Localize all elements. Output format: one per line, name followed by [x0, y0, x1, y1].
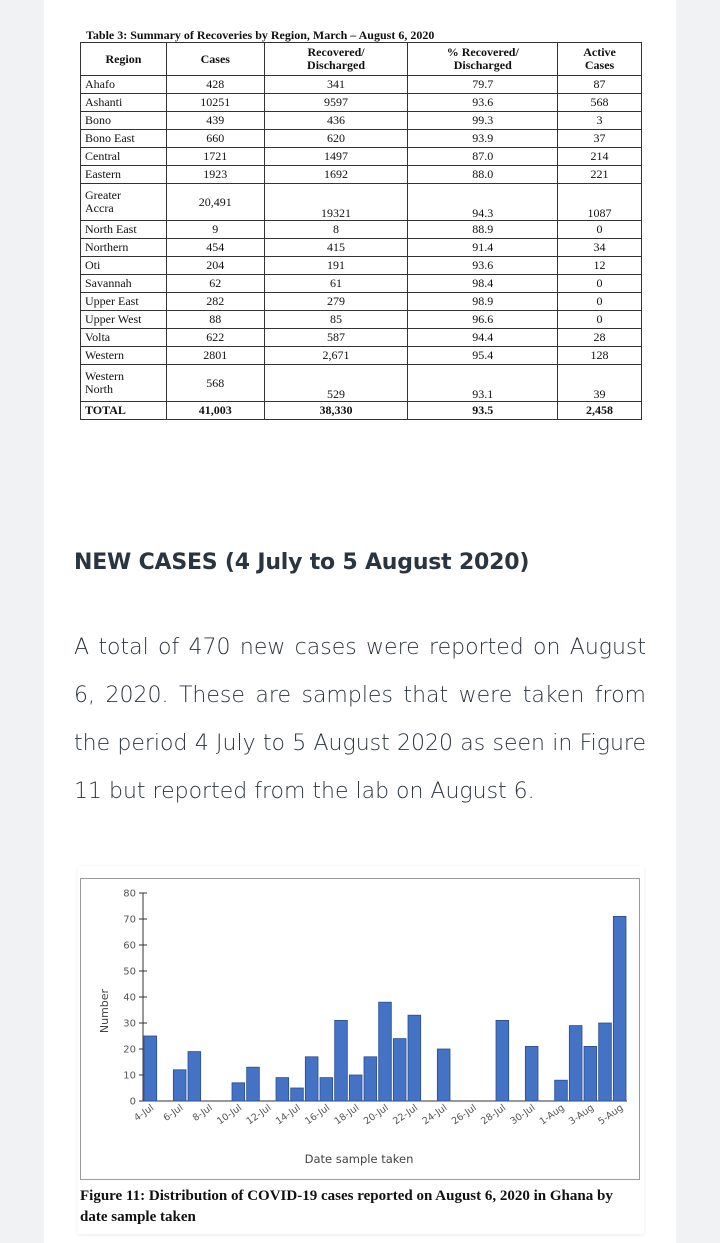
x-tick-label: 10-Jul	[215, 1102, 245, 1128]
cell-recovered: 415	[264, 239, 408, 257]
cell-region: Savannah	[81, 275, 167, 293]
table-row	[81, 148, 642, 166]
bar-28-Jul	[496, 1020, 509, 1101]
cell-region: Western North	[81, 365, 167, 402]
cell-recovered: 1692	[264, 166, 408, 184]
article-paragraph: A total of 470 new cases were reported on August 6, 2020. These are samples that were taken from the period 4 July to 5 August 2020 as seen in Figure 11 but reported from the lab on August 6.	[74, 635, 646, 804]
bar-10-Jul	[232, 1083, 245, 1101]
cell-active: 128	[558, 347, 642, 365]
cell-cases: 204	[166, 257, 264, 275]
table-row	[81, 94, 642, 112]
x-tick-label: 16-Jul	[303, 1102, 333, 1128]
cell-cases: 660	[166, 130, 264, 148]
bar-24-Jul	[437, 1049, 450, 1101]
cell-region: TOTAL	[81, 402, 167, 420]
cell-region: Oti	[81, 257, 167, 275]
cell-active: 3	[558, 112, 642, 130]
cell-active: 568	[558, 94, 642, 112]
cell-cases: 439	[166, 112, 264, 130]
cell-recovered: 61	[264, 275, 408, 293]
table-row	[81, 311, 642, 329]
y-tick-label: 10	[123, 1070, 136, 1082]
cell-region: Ahafo	[81, 76, 167, 94]
table-row	[81, 329, 642, 347]
bar-chart	[81, 879, 639, 1179]
bar-1-Aug	[555, 1080, 568, 1101]
table-title: Table 3: Summary of Recoveries by Region, March – August 6, 2020	[86, 28, 435, 42]
article-page	[44, 0, 676, 1243]
y-tick-label: 60	[123, 940, 136, 952]
cell-active: 0	[558, 311, 642, 329]
cell-region: Central	[81, 148, 167, 166]
bar-4-Aug	[599, 1023, 612, 1101]
table-header-row	[81, 43, 642, 76]
cell-region: Eastern	[81, 166, 167, 184]
cell-pct: 93.9	[408, 130, 558, 148]
header-recovered: Recovered/ Discharged	[264, 43, 408, 76]
section-heading: NEW CASES (4 July to 5 August 2020)	[74, 550, 530, 576]
cell-recovered: 19321	[264, 184, 408, 221]
bar-11-Jul	[247, 1067, 260, 1101]
cell-recovered: 341	[264, 76, 408, 94]
x-tick-label: 28-Jul	[479, 1102, 509, 1128]
cell-pct: 98.9	[408, 293, 558, 311]
figure-card	[78, 866, 644, 1234]
cell-active: 0	[558, 221, 642, 239]
cell-region: Ashanti	[81, 94, 167, 112]
cell-active: 39	[558, 365, 642, 402]
cell-recovered: 85	[264, 311, 408, 329]
cell-region: Upper West	[81, 311, 167, 329]
recoveries-table-block	[80, 28, 644, 420]
y-tick-label: 70	[123, 914, 136, 926]
cell-pct: 93.5	[408, 402, 558, 420]
cell-pct: 99.3	[408, 112, 558, 130]
bar-7-Jul	[188, 1052, 201, 1101]
table-row	[81, 347, 642, 365]
cell-active: 37	[558, 130, 642, 148]
bar-18-Jul	[349, 1075, 362, 1101]
table-row	[81, 257, 642, 275]
x-tick-label: 6-Jul	[161, 1102, 186, 1124]
cell-cases: 622	[166, 329, 264, 347]
table-row	[81, 239, 642, 257]
bar-3-Aug	[584, 1046, 597, 1101]
x-tick-label: 1-Aug	[537, 1102, 567, 1128]
cell-active: 221	[558, 166, 642, 184]
x-tick-label: 22-Jul	[391, 1102, 421, 1128]
table-row	[81, 221, 642, 239]
table-row	[81, 293, 642, 311]
x-axis-title: Date sample taken	[304, 1152, 414, 1166]
cell-cases: 9	[166, 221, 264, 239]
y-tick-label: 80	[123, 888, 136, 900]
cell-active: 28	[558, 329, 642, 347]
cell-region: Western	[81, 347, 167, 365]
cell-active: 87	[558, 76, 642, 94]
bar-15-Jul	[305, 1057, 318, 1101]
bar-6-Jul	[173, 1070, 186, 1101]
x-tick-label: 18-Jul	[332, 1102, 362, 1128]
cell-pct: 94.3	[408, 184, 558, 221]
table-row	[81, 275, 642, 293]
cell-active: 1087	[558, 184, 642, 221]
cell-cases: 2801	[166, 347, 264, 365]
x-tick-label: 20-Jul	[361, 1102, 391, 1128]
cell-pct: 91.4	[408, 239, 558, 257]
cell-pct: 96.6	[408, 311, 558, 329]
y-tick-label: 30	[123, 1018, 136, 1030]
bar-17-Jul	[335, 1020, 348, 1101]
cell-cases: 1923	[166, 166, 264, 184]
cell-recovered: 2,671	[264, 347, 408, 365]
cell-cases: 568	[166, 365, 264, 402]
x-tick-label: 26-Jul	[449, 1102, 479, 1128]
cell-region: Greater Accra	[81, 184, 167, 221]
cell-recovered: 38,330	[264, 402, 408, 420]
table-total-row	[81, 402, 642, 420]
cell-pct: 88.0	[408, 166, 558, 184]
cell-cases: 282	[166, 293, 264, 311]
y-tick-label: 50	[123, 966, 136, 978]
bar-5-Aug	[613, 916, 626, 1101]
cell-recovered: 191	[264, 257, 408, 275]
cell-cases: 428	[166, 76, 264, 94]
cell-cases: 1721	[166, 148, 264, 166]
cell-region: Northern	[81, 239, 167, 257]
cell-region: Bono East	[81, 130, 167, 148]
recoveries-table	[80, 42, 642, 420]
cell-pct: 93.6	[408, 257, 558, 275]
bar-16-Jul	[320, 1078, 333, 1101]
cell-active: 0	[558, 275, 642, 293]
table-row	[81, 184, 642, 221]
x-tick-label: 14-Jul	[273, 1102, 303, 1128]
table-row	[81, 76, 642, 94]
cell-recovered: 436	[264, 112, 408, 130]
cell-active: 2,458	[558, 402, 642, 420]
x-tick-label: 24-Jul	[420, 1102, 450, 1128]
table-row	[81, 112, 642, 130]
x-tick-label: 5-Aug	[596, 1102, 626, 1128]
cell-pct: 93.1	[408, 365, 558, 402]
x-tick-label: 8-Jul	[190, 1102, 215, 1124]
y-tick-label: 40	[123, 992, 136, 1004]
figure-caption: Figure 11: Distribution of COVID-19 cases reported on August 6, 2020 in Ghana by date sample taken	[80, 1188, 613, 1225]
bar-21-Jul	[393, 1039, 406, 1101]
cell-recovered: 279	[264, 293, 408, 311]
cell-recovered: 9597	[264, 94, 408, 112]
cell-recovered: 1497	[264, 148, 408, 166]
cell-cases: 20,491	[166, 184, 264, 221]
cell-pct: 88.9	[408, 221, 558, 239]
x-tick-label: 30-Jul	[508, 1102, 538, 1128]
cell-region: Volta	[81, 329, 167, 347]
bar-20-Jul	[379, 1002, 392, 1101]
header-region: Region	[81, 43, 167, 76]
chart-frame	[80, 878, 640, 1180]
table-row	[81, 166, 642, 184]
cell-region: North East	[81, 221, 167, 239]
bar-19-Jul	[364, 1057, 377, 1101]
x-tick-label: 3-Aug	[566, 1102, 597, 1128]
bar-13-Jul	[276, 1078, 289, 1101]
cell-cases: 62	[166, 275, 264, 293]
y-tick-label: 0	[129, 1096, 136, 1108]
bar-14-Jul	[291, 1088, 304, 1101]
cell-cases: 41,003	[166, 402, 264, 420]
cell-active: 0	[558, 293, 642, 311]
bar-2-Aug	[569, 1026, 582, 1101]
cell-recovered: 620	[264, 130, 408, 148]
cell-region: Upper East	[81, 293, 167, 311]
header-pct-recovered: % Recovered/ Discharged	[408, 43, 558, 76]
header-active: Active Cases	[558, 43, 642, 76]
cell-cases: 10251	[166, 94, 264, 112]
cell-pct: 94.4	[408, 329, 558, 347]
cell-active: 214	[558, 148, 642, 166]
x-tick-label: 12-Jul	[244, 1102, 274, 1128]
cell-active: 12	[558, 257, 642, 275]
cell-pct: 87.0	[408, 148, 558, 166]
x-tick-label: 4-Jul	[132, 1102, 157, 1124]
cell-region: Bono	[81, 112, 167, 130]
cell-cases: 454	[166, 239, 264, 257]
cell-pct: 79.7	[408, 76, 558, 94]
header-cases: Cases	[166, 43, 264, 76]
cell-cases: 88	[166, 311, 264, 329]
cell-pct: 98.4	[408, 275, 558, 293]
bar-30-Jul	[525, 1046, 538, 1101]
y-axis-title: Number	[98, 988, 111, 1034]
y-tick-label: 20	[123, 1044, 136, 1056]
cell-recovered: 529	[264, 365, 408, 402]
table-row	[81, 130, 642, 148]
cell-pct: 93.6	[408, 94, 558, 112]
cell-recovered: 587	[264, 329, 408, 347]
bar-22-Jul	[408, 1015, 421, 1101]
table-row	[81, 365, 642, 402]
cell-active: 34	[558, 239, 642, 257]
cell-pct: 95.4	[408, 347, 558, 365]
bar-4-Jul	[144, 1036, 157, 1101]
cell-recovered: 8	[264, 221, 408, 239]
